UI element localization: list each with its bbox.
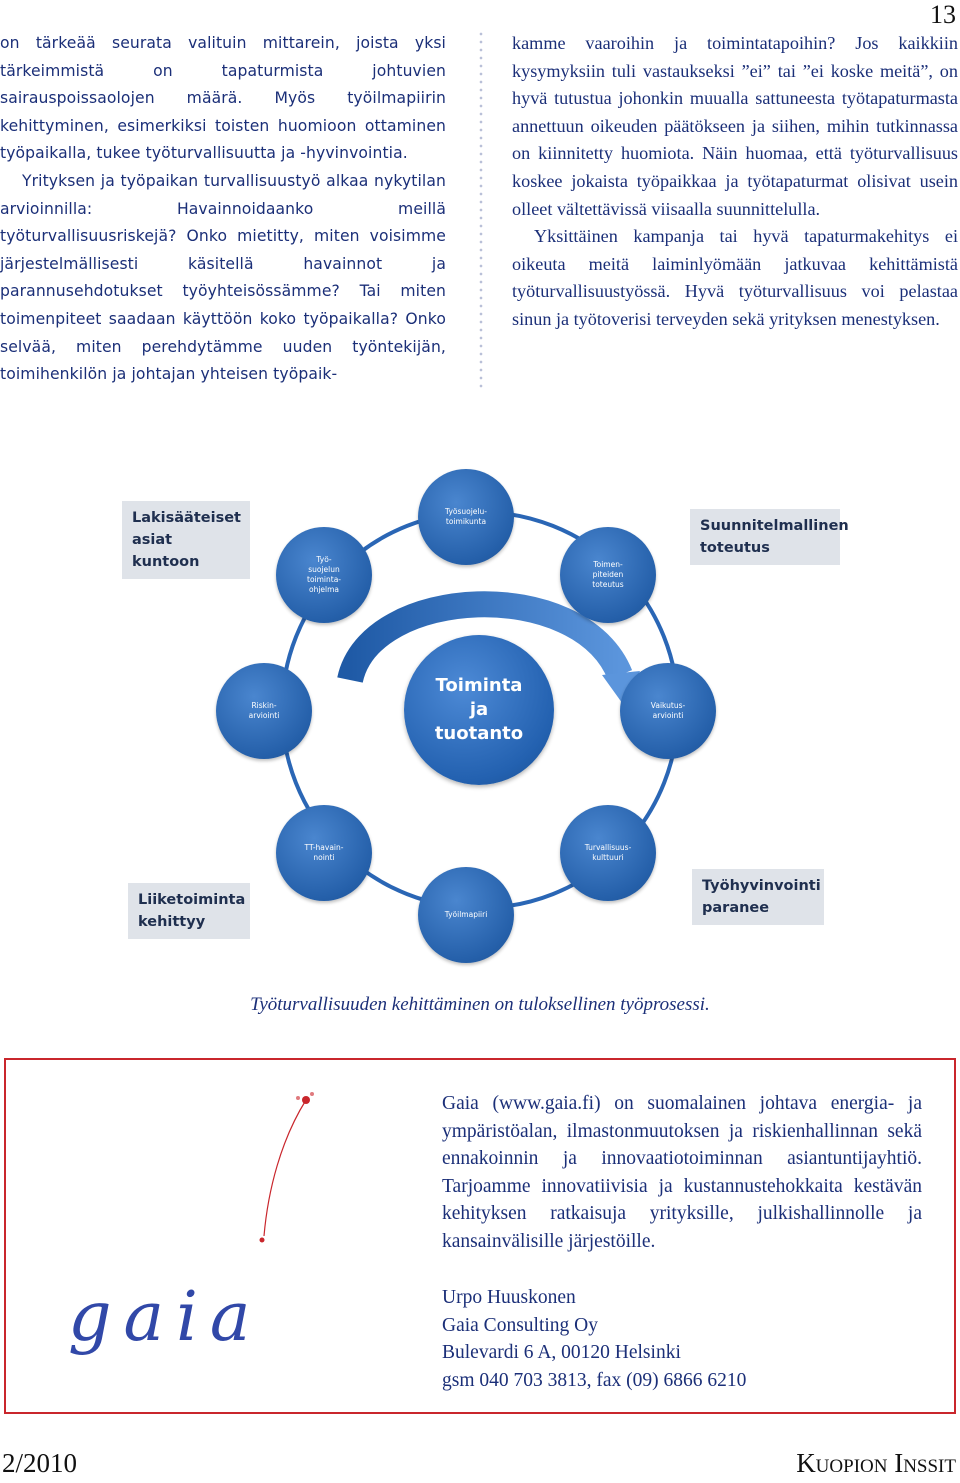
contact-phone: gsm 040 703 3813, fax (09) 6866 6210	[442, 1369, 747, 1391]
magazine-name: Kuopion Inssit	[796, 1448, 956, 1478]
node-turvallisuuskulttuuri: Turvallisuus- kulttuuri	[560, 805, 656, 901]
corner-label-top-right: Suunnitelmallinen toteutus	[690, 509, 840, 565]
contact-company: Gaia Consulting Oy	[442, 1314, 598, 1336]
gaia-advertisement	[4, 1058, 956, 1414]
center-node: Toiminta ja tuotanto	[404, 635, 554, 785]
figure-caption: Työturvallisuuden kehittäminen on tuloksellinen työprosessi.	[250, 994, 710, 1015]
node-tyoilmapiiri: Työilmapiiri	[418, 867, 514, 963]
node-riskinarviointi: Riskin- arviointi	[216, 663, 312, 759]
corner-label-top-left: Lakisääteiset asiat kuntoon	[122, 501, 250, 579]
left-paragraph-2: Yrityksen ja työpaikan turvallisuustyö alkaa nykytilan arvioinnilla: Havainnoidaanko meillä työturvallisuusriskejä? Onko mietitty, miten voisimme järjestelmällisesti käsitellä havainnot ja parannusehdotukset työyhteisössämme? Tai miten toimenpiteet saadaan käyttöön koko työpaikalla? Onko selvää, miten perehdytämme uuden työntekijän, toimihenkilön ja johtajan yhteisen työpaik-	[0, 171, 446, 384]
process-diagram	[120, 475, 849, 975]
column-divider	[479, 30, 483, 390]
right-column	[512, 30, 958, 334]
contact-address: Bulevardi 6 A, 00120 Helsinki	[442, 1342, 681, 1363]
corner-label-bottom-left: Liiketoiminta kehittyy	[128, 883, 250, 939]
node-vaikutusarviointi: Vaikutus- arviointi	[620, 663, 716, 759]
contact-name: Urpo Huuskonen	[442, 1287, 576, 1308]
node-toimenpiteiden-toteutus: Toimen- piteiden toteutus	[560, 527, 656, 623]
left-paragraph-1: on tärkeää seurata valituin mittarein, joista yksi tärkeimmistä on tapaturmista johtuvien sairauspoissaolojen määrä. Myös työilmapiirin kehittyminen, esimerkiksi toisten huomioon ottaminen työpaikalla, tukee työturvallisuutta ja -hyvinvointia.	[0, 34, 446, 163]
gaia-logo-graphic	[6, 1060, 426, 1410]
issue-number: 2/2010	[2, 1448, 78, 1478]
ad-description: Gaia (www.gaia.fi) on suomalainen johtava energia- ja ympäristöalan, ilmastonmuutoksen ja riskienhallinnan sekä ennakoinnin ja innovaatiotoiminnan asiantuntijayhtiö. Tarjoamme innovatiivisia ja kustannustehokkaita kestävän kehityksen ratkaisuja yrityksille, julkishallinnolle ja kansainvälisille järjestöille.	[442, 1093, 922, 1252]
corner-label-bottom-right: Työhyvinvointi paranee	[692, 869, 824, 925]
node-tyosuojelutoimikunta: Työsuojelu- toimikunta	[418, 469, 514, 565]
right-paragraph-1: kamme vaaroihin ja toimintatapoihin? Jos kaikkiin kysymyksiin tuli vastaukseksi ”ei” tai ”ei koske meitä”, on hyvä tutustua johonkin muualla sattuneesta työtapaturmasta annettuun oikeuden päätökseen ja siihen, mihin tutkinnassa on kiinnitetty huomiota. Näin huomaa, että työturvallisuus koskee jokaista työpaikkaa ja työtapaturmat olisivat usein olleet vältettävissä viisaalla suunnittelulla.	[512, 33, 958, 219]
page-number: 13	[930, 0, 956, 29]
gaia-logo: gaia	[68, 1278, 263, 1357]
ad-contact	[442, 1284, 922, 1394]
right-paragraph-2: Yksittäinen kampanja tai hyvä tapaturmakehitys ei oikeuta meitä laiminlyömään jatkuvaa kehittämistä työturvallisuustyössä. Hyvä työturvallisuus voi pelastaa sinun ja työtoverisi terveyden sekä yrityksen menestyksen.	[512, 226, 958, 329]
node-toimintaohjelma: Työ- suojelun toiminta- ohjelma	[276, 527, 372, 623]
left-column	[0, 30, 446, 389]
node-tt-havainnointi: TT-havain- nointi	[276, 805, 372, 901]
